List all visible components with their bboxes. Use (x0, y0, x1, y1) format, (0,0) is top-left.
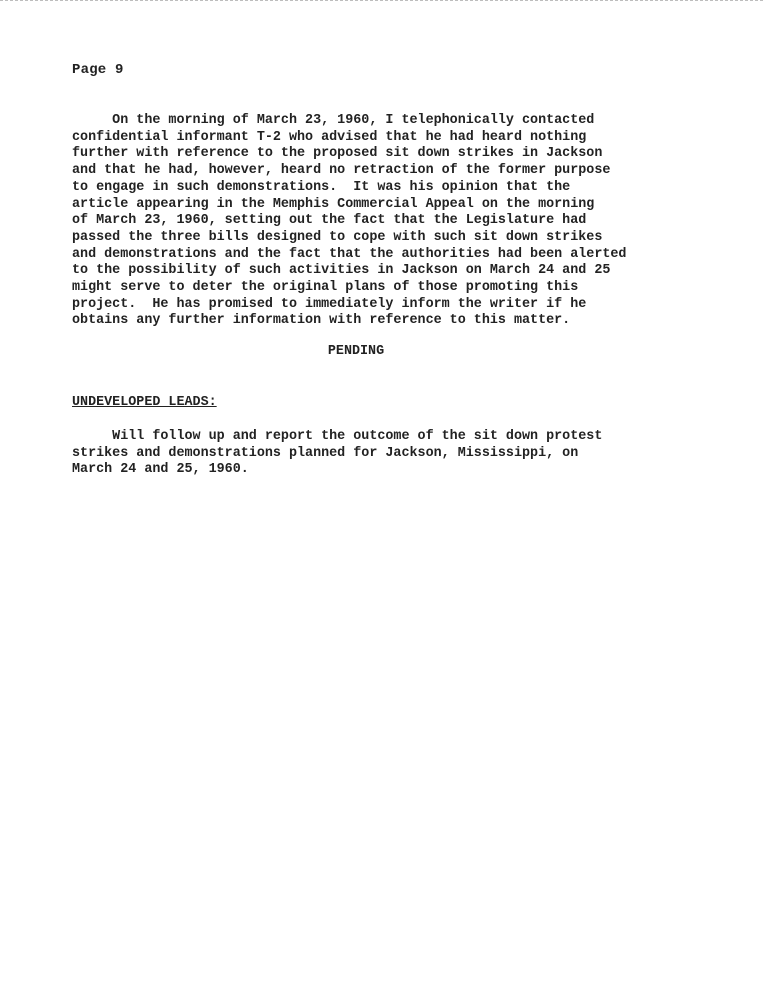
page-number: Page 9 (72, 62, 124, 78)
status-pending: PENDING (327, 344, 385, 359)
text-line: confidential informant T-2 who advised that he had heard nothing (72, 129, 587, 145)
text-line: March 24 and 25, 1960. (72, 462, 249, 478)
undeveloped-leads-heading: UNDEVELOPED LEADS: (72, 395, 217, 410)
text-line: of March 23, 1960, setting out the fact that the Legislature had (72, 213, 587, 229)
text-line: project. He has promised to immediately inform the writer if he (72, 296, 587, 312)
text-line: to the possibility of such activities in Jackson on March 24 and 25 (72, 263, 611, 279)
text-line: article appearing in the Memphis Commercial Appeal on the morning (72, 196, 595, 212)
text-line: further with reference to the proposed sit down strikes in Jackson (72, 146, 603, 162)
text-line: and demonstrations and the fact that the authorities had been alerted (72, 246, 627, 262)
text-line: obtains any further information with reference to this matter. (72, 313, 571, 329)
page-top-edge (0, 0, 763, 1)
paragraph-informant-report (72, 113, 702, 330)
text-line: to engage in such demonstrations. It was his opinion that the (72, 179, 571, 195)
paragraph-leads (72, 429, 702, 479)
text-line: passed the three bills designed to cope with such sit down strikes (72, 229, 603, 245)
text-line: might serve to deter the original plans of those promoting this (72, 280, 579, 296)
text-line: strikes and demonstrations planned for Jackson, Mississippi, on (72, 445, 579, 461)
text-line: Will follow up and report the outcome of the sit down protest (72, 429, 603, 444)
text-line: On the morning of March 23, 1960, I telephonically contacted (72, 113, 595, 128)
text-line: and that he had, however, heard no retraction of the former purpose (72, 163, 611, 179)
